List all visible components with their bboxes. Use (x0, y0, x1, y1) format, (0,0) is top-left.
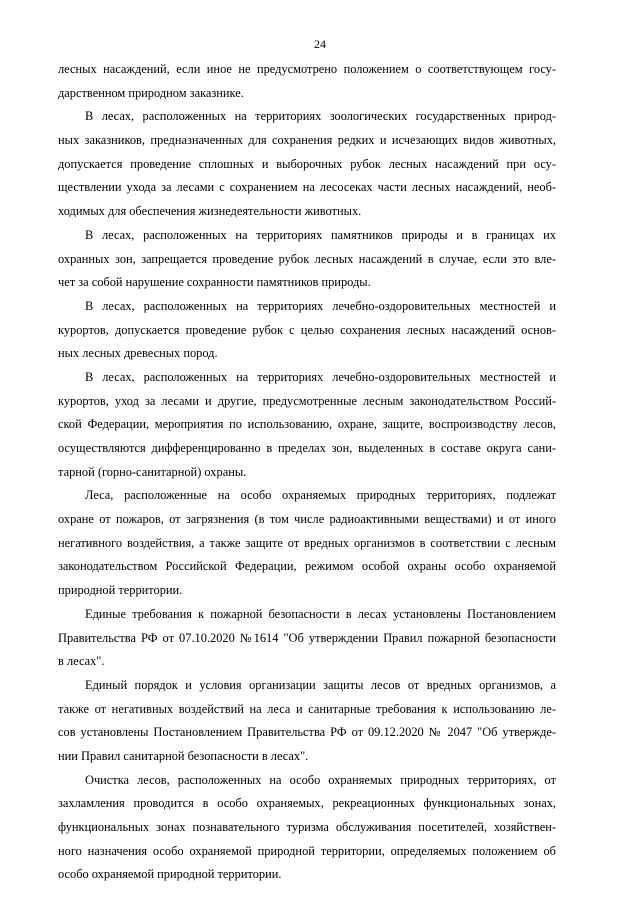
document-body (58, 58, 556, 887)
paragraph-line: охранных зон, запрещается проведение рубок лесных насаждений в случае, если это вле- (58, 251, 556, 266)
paragraph-line: функциональных зонах познавательного туризма обслуживания посетителей, хозяйствен- (58, 820, 556, 834)
paragraph-line: нии Правил санитарной безопасности в лесах". (58, 748, 309, 763)
paragraph-line: охране от пожаров, от загрязнения (в том числе радиоактивными веществами) и от иного (58, 512, 556, 527)
paragraph-line: ных лесных древесных пород. (58, 346, 218, 361)
page-number: 24 (314, 37, 326, 51)
paragraph (58, 58, 556, 105)
paragraph-line: курортов, допускается проведение рубок с целью сохранения лесных насаждений основ- (58, 322, 556, 337)
paragraph-line: допускается проведение сплошных и выборочных рубок лесных насаждений при осу- (58, 156, 556, 171)
paragraph (58, 603, 556, 674)
paragraph-line: ской Федерации, мероприятия по использованию, охране, защите, воспроизводству лесов, (58, 417, 556, 432)
paragraph-line: ных заказников, предназначенных для сохранения редких и исчезающих видов животных, (58, 133, 556, 148)
paragraph-line: чет за собой нарушение сохранности памятников природы. (58, 275, 371, 290)
paragraph-line: В лесах, расположенных на территориях лечебно-оздоровительных местностей и (85, 298, 556, 313)
paragraph-line: ществлении ухода за лесами с сохранением на лесосеках части лесных насаждений, необ- (58, 180, 556, 195)
paragraph (58, 105, 556, 223)
paragraph-line: В лесах, расположенных на территориях зоологических государственных природ- (85, 109, 556, 124)
paragraph (58, 769, 556, 887)
paragraph-line: Правительства РФ от 07.10.2020 №1614 "Об утверждении Правил пожарной безопасности (58, 630, 556, 645)
paragraph-line: В лесах, расположенных на территориях памятников природы и в границах их (85, 227, 556, 242)
paragraph-line: дарственном природном заказнике. (58, 85, 244, 100)
paragraph-line: негативного воздействия, а также защите от вредных организмов в соответствии с лесным (58, 535, 556, 550)
paragraph-line: законодательством Российской Федерации, режимом особой охраны особо охраняемой (58, 559, 556, 574)
paragraph-line: Леса, расположенные на особо охраняемых природных территориях, подлежат (85, 488, 556, 503)
paragraph-line: Единый порядок и условия организации защиты лесов от вредных организмов, а (85, 677, 556, 692)
paragraph-line: в лесах". (58, 654, 105, 669)
paragraph-line: ходимых для обеспечения жизнедеятельности животных. (58, 204, 362, 219)
paragraph-line: ного назначения особо охраняемой природной территории, определяемых положением об (58, 843, 556, 858)
paragraph-line: также от негативных воздействий на леса и санитарные требования к использованию ле- (58, 701, 556, 716)
paragraph-line: захламления проводится в особо охраняемых, рекреационных функциональных зонах, (58, 796, 556, 811)
paragraph-line: лесных насаждений, если иное не предусмотрено положением о соответствующем госу- (58, 62, 556, 76)
paragraph (58, 366, 556, 484)
paragraph-line: Единые требования к пожарной безопасности в лесах установлены Постановлением (85, 606, 556, 621)
paragraph-line: природной территории. (58, 583, 183, 598)
paragraph-line: В лесах, расположенных на территориях лечебно-оздоровительных местностей и (85, 369, 556, 384)
paragraph-line: курортов, уход за лесами и другие, предусмотренные лесным законодательством Россий- (58, 393, 556, 408)
paragraph-line: сов установлены Постановлением Правительства РФ от 09.12.2020 № 2047 "Об утвержде- (58, 725, 556, 740)
paragraph (58, 484, 556, 602)
paragraph-line: особо охраняемой природной территории. (58, 867, 282, 882)
paragraph-line: тарной (горно-санитарной) охраны. (58, 464, 247, 479)
paragraph (58, 224, 556, 295)
paragraph-line: Очистка лесов, расположенных на особо охраняемых природных территориях, от (85, 772, 556, 787)
paragraph (58, 295, 556, 366)
paragraph (58, 674, 556, 769)
paragraph-line: осуществляются дифференцированно в пределах зон, выделенных в составе округа сани- (58, 441, 556, 455)
